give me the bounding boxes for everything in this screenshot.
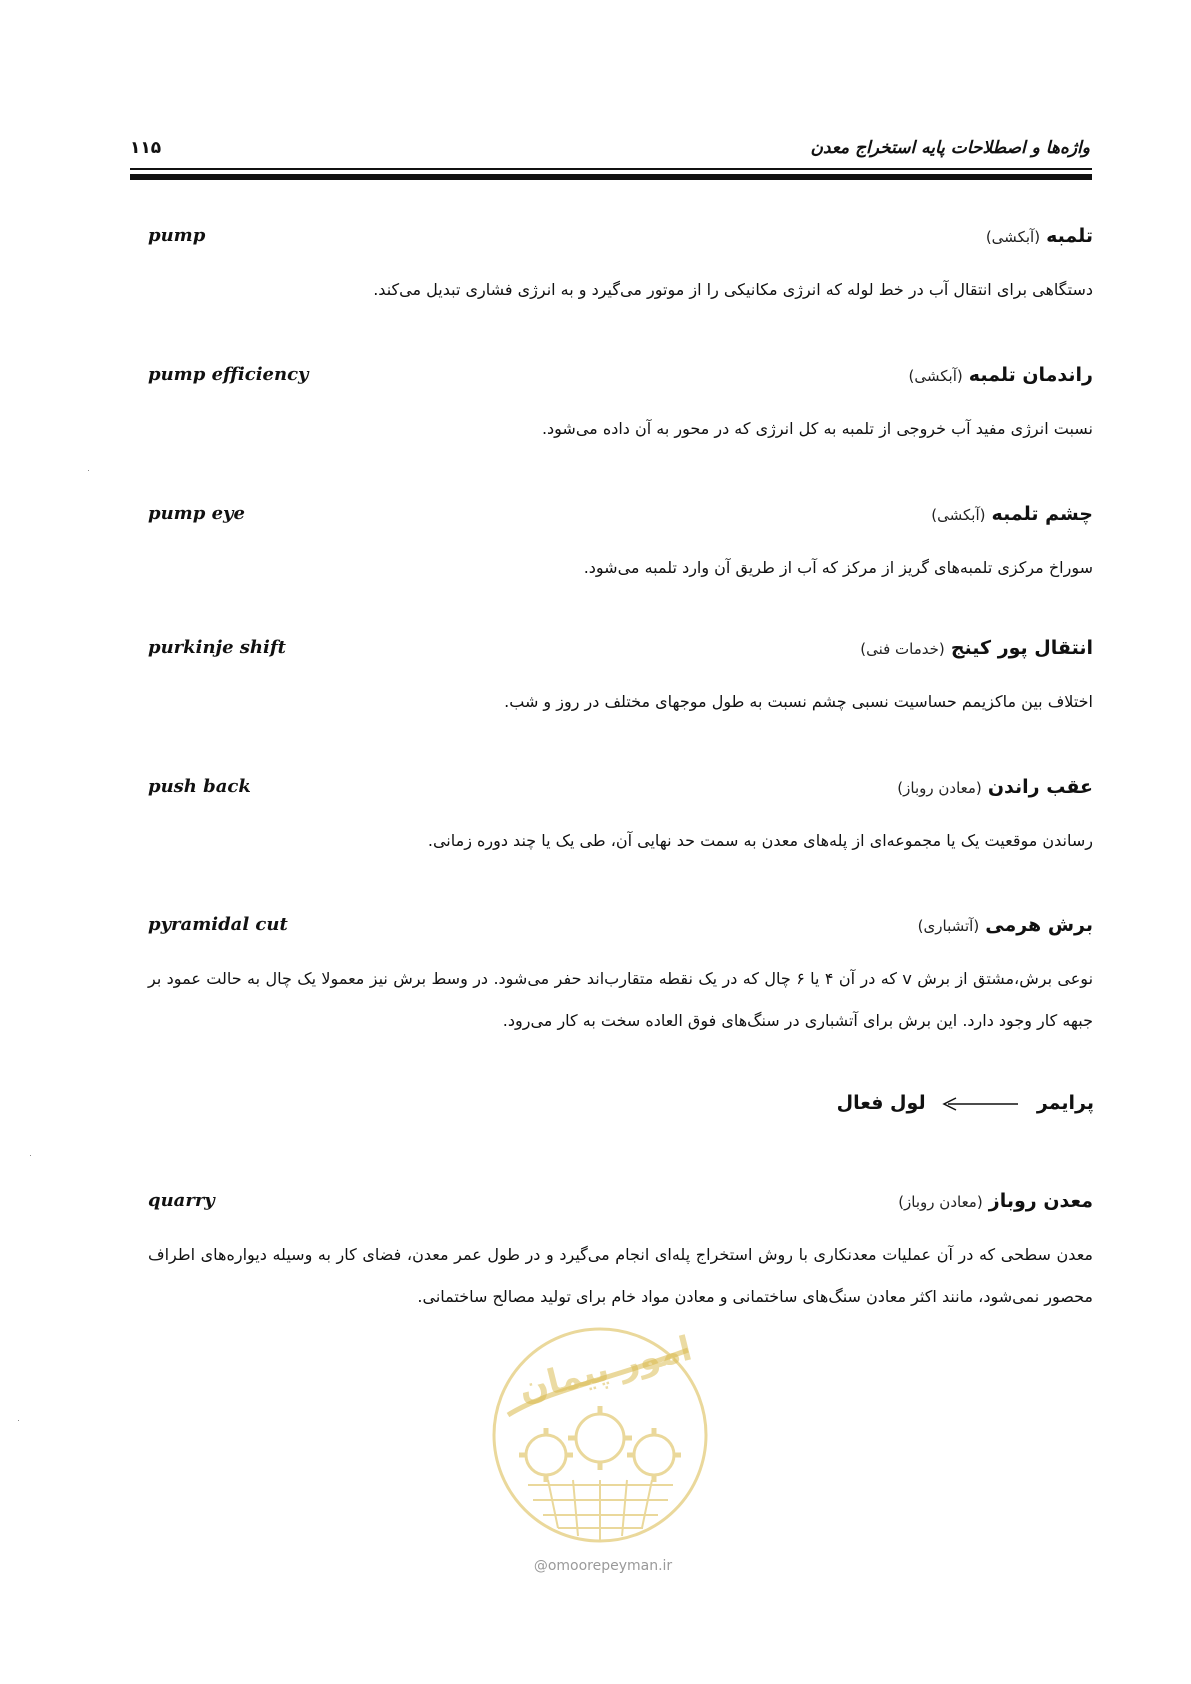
term-category: (آبکشی) xyxy=(931,506,986,524)
term-en: pump efficiency xyxy=(148,364,309,385)
watermark-logo xyxy=(488,1320,713,1550)
term-category: (آتشباری) xyxy=(917,917,980,935)
arrow-left-icon xyxy=(942,1096,1020,1112)
term-fa: تلمبه xyxy=(1046,225,1093,247)
term-fa: معدن روباز xyxy=(988,1190,1093,1212)
svg-text:امور پیمان: امور پیمان xyxy=(514,1328,696,1411)
cross-reference xyxy=(837,1092,1094,1114)
term-category: (خدمات فنی) xyxy=(860,640,945,658)
scan-speck xyxy=(88,470,89,471)
entry-pump-efficiency xyxy=(148,364,1093,450)
watermark-url: @omoorepeyman.ir xyxy=(533,1558,673,1574)
term-category: (آبکشی) xyxy=(985,228,1041,246)
entry-quarry xyxy=(148,1190,1093,1318)
term-definition: سوراخ مرکزی تلمبه‌های گریز از مرکز که آب از طریق آن وارد تلمبه می‌شود. xyxy=(583,558,1093,577)
term-definition: دستگاهی برای انتقال آب در خط لوله که انرژی مکانیکی را از موتور می‌گیرد و به انرژی فشاری تبدیل می‌کند. xyxy=(373,280,1093,299)
term-en: pyramidal cut xyxy=(148,914,288,935)
term-fa: برش هرمی xyxy=(985,914,1093,936)
crossref-from: پرایمر xyxy=(1036,1092,1094,1114)
entry-pump xyxy=(148,225,1093,311)
term-en: pump xyxy=(148,225,206,246)
scan-speck xyxy=(18,1420,19,1421)
entry-push-back xyxy=(148,776,1093,862)
term-category: (آبکشی) xyxy=(908,367,963,385)
term-en: quarry xyxy=(148,1190,215,1211)
term-category: (معادن روباز) xyxy=(897,779,982,797)
header-rule-thick xyxy=(130,174,1092,180)
scan-speck xyxy=(30,1155,31,1156)
term-en: purkinje shift xyxy=(148,637,286,658)
header-rule-thin xyxy=(130,168,1092,170)
page-number: ۱۱۵ xyxy=(130,138,162,158)
term-en: pump eye xyxy=(148,503,245,524)
running-title: واژه‌ها و اصطلاحات پایه استخراج معدن xyxy=(810,138,1090,158)
term-definition: نوعی برش،مشتق از برش v که در آن ۴ یا ۶ چال که در یک نقطه متقارب‌اند حفر می‌شود. در وسط برش نیز معمولا یک چال به حالت عمود بر جبهه کار وجود دارد. این برش برای آتشباری در سنگ‌های فوق العاده سخت به کار می‌رود. xyxy=(148,969,1094,1030)
term-definition: رساندن موقعیت یک یا مجموعه‌ای از پله‌های معدن به سمت حد نهایی آن، طی یک یا چند دوره زمانی. xyxy=(427,831,1093,850)
term-fa: انتقال پور کینج xyxy=(950,637,1093,659)
entry-pyramidal-cut xyxy=(148,914,1093,1042)
term-fa: راندمان تلمبه xyxy=(968,364,1093,386)
term-definition: اختلاف بین ماکزیمم حساسیت نسبی چشم نسبت به طول موجهای مختلف در روز و شب. xyxy=(504,692,1093,711)
entry-purkinje-shift xyxy=(148,637,1093,723)
term-fa: عقب راندن xyxy=(987,776,1093,798)
running-head xyxy=(130,130,1090,166)
term-category: (معادن روباز) xyxy=(898,1193,983,1211)
term-definition: نسبت انرژی مفید آب خروجی از تلمبه به کل انرژی که در محور به آن داده می‌شود. xyxy=(541,419,1093,438)
term-fa: چشم تلمبه xyxy=(991,503,1093,525)
term-en: push back xyxy=(148,776,251,797)
crossref-to: لول فعال xyxy=(836,1092,926,1114)
term-definition: معدن سطحی که در آن عملیات معدنکاری با روش استخراج پله‌ای انجام می‌گیرد و در طول عمر معدن، فضای کار به وسیله دیواره‌های اطراف محصور نمی‌شود، مانند اکثر معادن سنگ‌های ساختمانی و معادن مواد خام برای تولید مصالح ساختمانی. xyxy=(148,1245,1093,1306)
entry-pump-eye xyxy=(148,503,1093,589)
